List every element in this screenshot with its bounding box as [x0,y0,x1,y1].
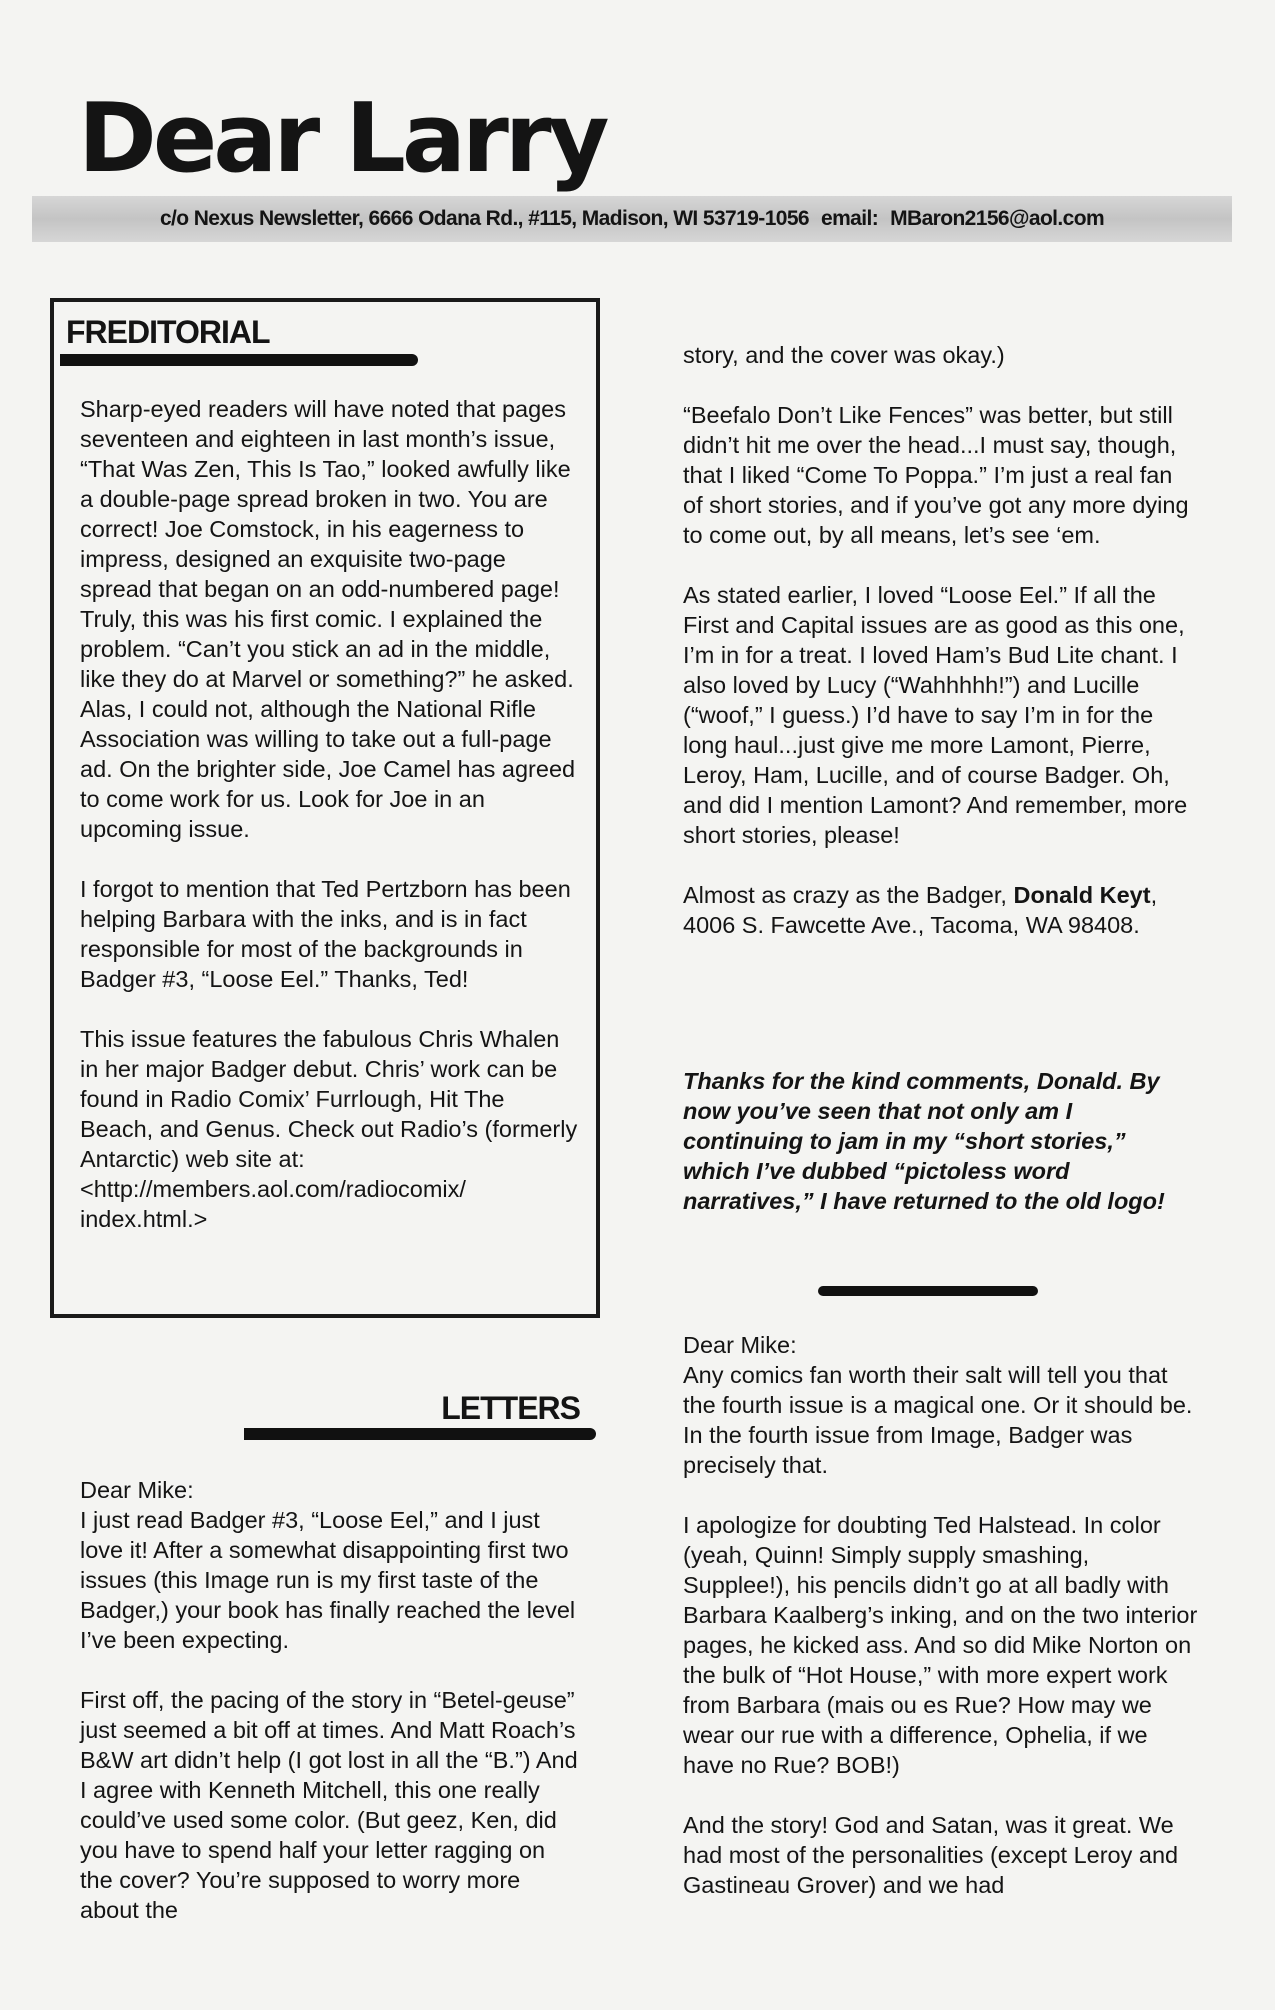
letters-heading: LETTERS [441,1390,580,1426]
freditorial-paragraph: I forgot to mention that Ted Pertzborn has been helping Barbara with the inks, and is in fact responsible for most of the backgrounds in Badger #3, “Loose Eel.” Thanks, Ted! [80,876,571,992]
email-address: MBaron2156@aol.com [890,207,1105,230]
freditorial-heading: FREDITORIAL [66,314,270,350]
signoff-text: Almost as crazy as the Badger, [683,882,1007,908]
letter2-paragraph: I apologize for doubting Ted Halstead. In color (yeah, Quinn! Simply supply smashing, Supplee!), his pencils didn’t go at all badly with Barbara Kaalberg’s inking, and on the two interior pages, he kicked ass. And so did Mike Norton on the bulk of “Hot House,” with more expert work from Barbara (mais ou es Rue? How may we wear our rue with a difference, Ophelia, if we have no Rue? BOB!) [683,1512,1198,1778]
freditorial-rule [60,354,418,366]
letter1-paragraph: “Beefalo Don’t Like Fences” was better, but still didn’t hit me over the head...I must say, though, that I liked “Come To Poppa.” I’m just a real fan of short stories, and if you’ve got any more dying to come out, by all means, let’s see ‘em. [683,402,1189,548]
signoff-name: Donald Keyt [1013,882,1151,908]
mailing-address: c/o Nexus Newsletter, 6666 Odana Rd., #115, Madison, WI 53719-1056 [159,207,810,230]
letter-divider [818,1286,1038,1296]
letter1-paragraph: I just read Badger #3, “Loose Eel,” and I just love it! After a somewhat disappointing first two issues (this Image run is my first taste of the Badger,) your book has finally reached the level I’ve been expecting. [80,1507,576,1653]
freditorial-paragraph: This issue features the fabulous Chris Whalen in her major Badger debut. Chris’ work can be found in Radio Comix’ Furrlough, Hit The Beach, and Genus. Check out Radio’s (formerly Antarctic) web site at: <http://members.aol.com/radiocomix/ index.html.> [80,1026,578,1232]
letter2-salutation: Dear Mike: [683,1332,797,1358]
letter2-paragraph: And the story! God and Satan, was it great. We had most of the personalities (except Leroy and Gastineau Grover) and we had [683,1812,1179,1898]
letter2-paragraph: Any comics fan worth their salt will tell you that the fourth issue is a magical one. Or it should be. In the fourth issue from Image, Badger was precisely that. [683,1362,1193,1478]
signoff-address: , 4006 S. Fawcette Ave., Tacoma, WA 98408. [683,882,1158,938]
freditorial-box [50,298,600,1318]
letter1-paragraph: As stated earlier, I loved “Loose Eel.” If all the First and Capital issues are as good as this one, I’m in for a treat. I loved Ham’s Bud Lite chant. I also loved by Lucy (“Wahhhhh!”) and Lucille (“woof,” I guess.) I’d have to say I’m in for the long haul...just give me more Lamont, Pierre, Leroy, Ham, Lucille, and of course Badger. Oh, and did I mention Lamont? And remember, more short stories, please! [683,582,1188,848]
email-label: email: [821,207,879,230]
page-title: Dear Larry [78,84,606,194]
letter1-start [80,1475,580,1925]
address-band [32,196,1232,242]
freditorial-text [80,394,580,1234]
editor-reply: Thanks for the kind comments, Donald. By now you’ve seen that not only am I continuing to jam in my “short stories,” which I’ve dubbed “pictoless word narratives,” I have returned to the old logo! [683,1068,1165,1214]
letter1-signoff [683,880,1198,940]
letter2 [683,1330,1198,1900]
letters-rule [244,1428,596,1440]
letter1-paragraph: First off, the pacing of the story in “Betel-geuse” just seemed a bit off at times. And Matt Roach’s B&W art didn’t help (I got lost in all the “B.”) And I agree with Kenneth Mitchell, this one really could’ve used some color. (But geez, Ken, did you have to spend half your letter ragging on the cover? You’re supposed to worry more about the [80,1687,578,1923]
freditorial-paragraph: Sharp-eyed readers will have noted that pages seventeen and eighteen in last month’s issue, “That Was Zen, This Is Tao,” looked awfully like a double-page spread broken in two. You are correct! Joe Comstock, in his eagerness to impress, designed an exquisite two-page spread that began on an odd-numbered page! Truly, this was his first comic. I explained the problem. “Can’t you stick an ad in the middle, like they do at Marvel or something?” he asked. Alas, I could not, although the National Rifle Association was willing to take out a full-page ad. On the brighter side, Joe Camel has agreed to come work for us. Look for Joe in an upcoming issue. [80,396,576,842]
letter1-paragraph: story, and the cover was okay.) [683,342,1005,368]
letter1-continued [683,340,1198,940]
letter1-salutation: Dear Mike: [80,1477,194,1503]
